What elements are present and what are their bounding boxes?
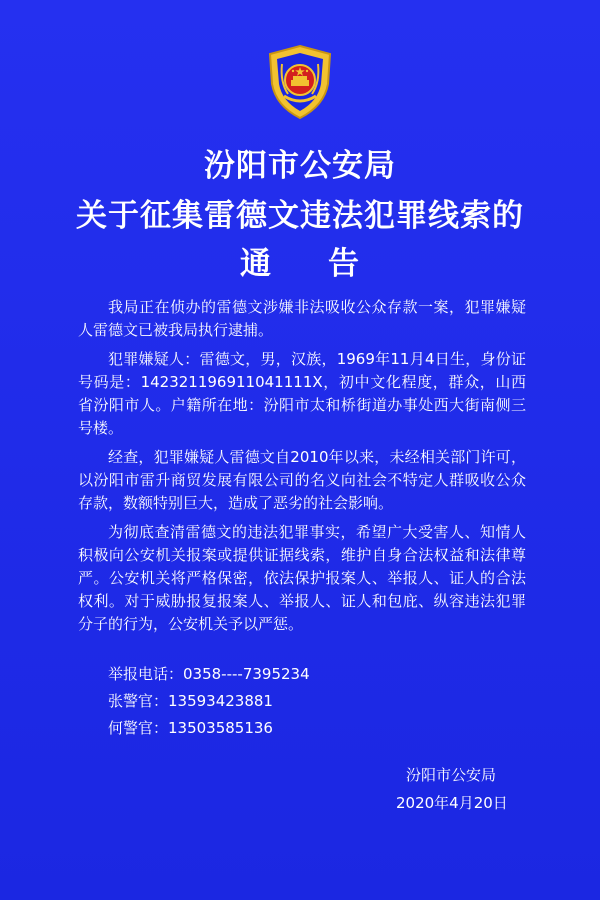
- title-char-gao: 告: [328, 246, 360, 282]
- hotline-number: 举报电话：0358----7395234: [108, 665, 310, 683]
- police-emblem-icon: [262, 44, 338, 120]
- notice-body: [78, 296, 526, 642]
- officer-zhang-phone: 张警官：13593423881: [108, 692, 273, 710]
- paragraph-4: 为彻底查清雷德文的违法犯罪事实，希望广大受害人、知情人积极向公安机关报案或提供证据线索，维护自身合法权益和法律尊严。公安机关将严格保密，依法保护报案人、举报人、证人的合法权利。对于威胁报复报案人、举报人、证人和包庇、纵容违法犯罪分子的行为，公安机关予以严惩。: [78, 523, 526, 633]
- title-line-3: [0, 238, 600, 283]
- title-line-2: 关于征集雷德文违法犯罪线索的: [76, 198, 524, 234]
- paragraph-2: 犯罪嫌疑人：雷德文，男，汉族，1969年11月4日生，身份证号码是：142321196911041111X，初中文化程度，群众，山西省汾阳市人。户籍所在地：汾阳市太和桥街道办事处西大街南侧三号楼。: [78, 350, 526, 437]
- title-char-tong: 通: [240, 246, 272, 282]
- paragraph-3: 经查，犯罪嫌疑人雷德文自2010年以来，未经相关部门许可，以汾阳市雷升商贸发展有限公司的名义向社会不特定人群吸收公众存款，数额特别巨大，造成了恶劣的社会影响。: [78, 448, 526, 512]
- signature-date: 2020年4月20日: [396, 794, 508, 812]
- paragraph-1: 我局正在侦办的雷德文涉嫌非法吸收公众存款一案，犯罪嫌疑人雷德文已被我局执行逮捕。: [78, 298, 526, 339]
- title-line-1: 汾阳市公安局: [204, 148, 396, 184]
- signature-org: 汾阳市公安局: [406, 766, 497, 784]
- officer-he-phone: 何警官：13503585136: [108, 719, 273, 737]
